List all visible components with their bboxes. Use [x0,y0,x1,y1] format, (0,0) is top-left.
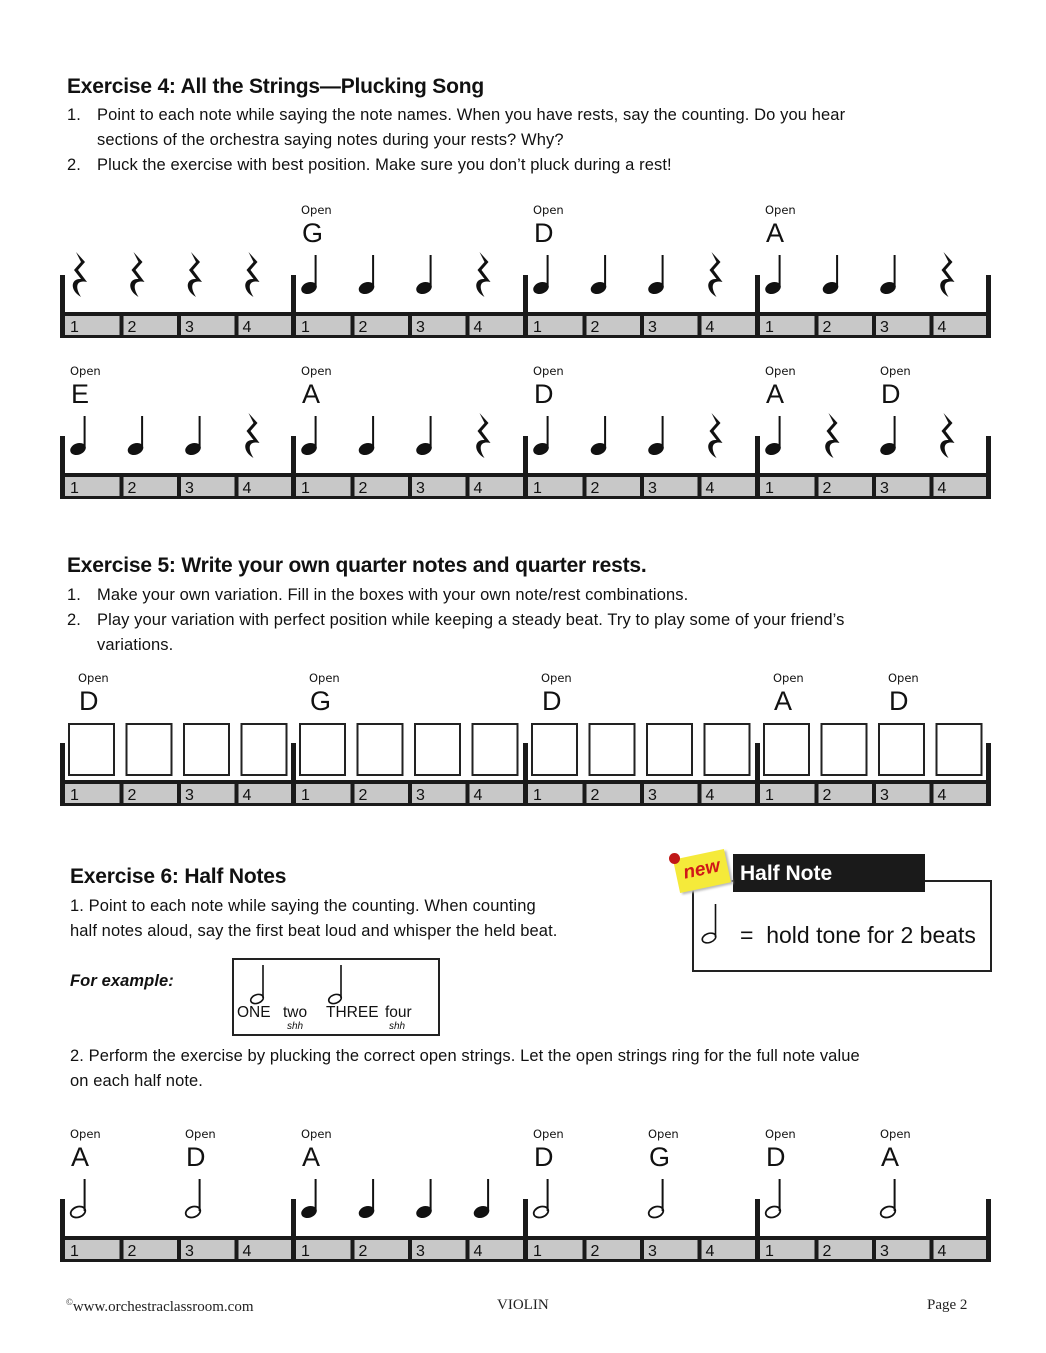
beat-count: 1 [70,1243,79,1260]
half-note-icon [327,965,342,1005]
beat-divider [408,475,412,498]
counting-example-box [232,958,440,1036]
quarter-note-icon [300,416,318,456]
write-in-box [879,724,924,775]
quarter-rest-icon [476,413,490,458]
write-in-box [764,724,809,775]
quarter-rest-icon [940,252,954,297]
beat-divider [640,782,644,805]
half-note-definition [740,922,976,949]
beat-divider [351,314,355,337]
string-letter: A [71,1142,90,1172]
half-note-icon [532,1179,550,1219]
beat-divider [120,314,124,337]
quarter-note-icon [822,255,840,295]
beat-divider [872,782,876,805]
beat-count: 3 [416,787,425,804]
open-label: Open [541,671,572,685]
beat-count: 2 [127,319,137,336]
new-sticky-tag: new [673,849,731,893]
barline [986,1199,991,1262]
quarter-rest-icon [188,252,202,297]
half-note-icon [249,965,264,1005]
beat-count: 4 [937,1243,947,1260]
beat-count: 2 [822,787,832,804]
half-note-icon [647,1179,665,1219]
barline [755,436,760,499]
open-label: Open [533,203,564,217]
string-letter: D [534,1142,554,1172]
half-note-icon [184,1179,202,1219]
beat-count: 1 [533,319,542,336]
beat-divider [583,1238,587,1261]
beat-divider [120,475,124,498]
beat-count: 3 [416,319,425,336]
beat-count: 3 [416,1243,425,1260]
quarter-note-icon [532,416,550,456]
open-label: Open [309,671,340,685]
write-in-box [415,724,460,775]
barline [291,275,296,338]
quarter-rest-icon [476,252,490,297]
beat-divider [235,782,239,805]
write-in-box [127,724,172,775]
beat-count: 1 [301,1243,310,1260]
quarter-note-icon [647,255,665,295]
beat-count: 1 [765,787,774,804]
beat-divider [177,314,181,337]
step-text: 2. Perform the exercise by plucking the correct open strings. Let the open strings ring for the full note value [70,1047,860,1065]
step-text: 1. Point to each note while saying the counting. When counting [70,897,536,915]
write-in-box [822,724,867,775]
count-word: four [385,1004,412,1021]
quarter-rest-icon [708,252,722,297]
open-label: Open [765,364,796,378]
step-text: variations. [97,636,174,654]
count-word: THREE [326,1004,379,1021]
barline [986,275,991,338]
beat-divider [120,1238,124,1261]
half-notes-example [234,960,438,1034]
write-in-box [590,724,635,775]
string-letter: D [534,218,554,248]
beat-divider [583,782,587,805]
beat-count: 1 [301,319,310,336]
quarter-note-icon [879,416,897,456]
step-text: Make your own variation. Fill in the boxes with your own note/rest combinations. [97,586,689,604]
beat-count: 3 [185,319,194,336]
quarter-rest-icon [825,413,839,458]
beat-divider [698,1238,702,1261]
beat-divider [235,314,239,337]
step-text: Pluck the exercise with best position. Make sure you don’t pluck during a rest! [97,156,672,174]
write-in-box [69,724,114,775]
beat-divider [408,782,412,805]
half-note-icon [69,1179,87,1219]
quarter-note-icon [300,1179,318,1219]
beat-divider [640,1238,644,1261]
open-label: Open [765,203,796,217]
beat-count: 2 [358,1243,368,1260]
beat-count: 2 [590,787,600,804]
quarter-rest-icon [708,413,722,458]
step-text: Play your variation with perfect position while keeping a steady beat. Try to play some of your friend’s [97,611,845,629]
write-in-box [184,724,229,775]
beat-count: 3 [648,1243,657,1260]
beat-count: 2 [590,1243,600,1260]
open-label: Open [301,203,332,217]
string-letter: D [186,1142,206,1172]
equals-sign: = [740,922,754,948]
quarter-note-icon [647,416,665,456]
quarter-note-icon [764,416,782,456]
open-label: Open [301,364,332,378]
beat-divider [177,475,181,498]
beat-divider [815,1238,819,1261]
beat-count: 2 [127,480,137,497]
quarter-note-icon [415,1179,433,1219]
beat-count: 4 [937,480,947,497]
website-text: www.orchestraclassroom.com [72,1299,254,1315]
start-barline [60,743,65,806]
beat-count: 3 [648,319,657,336]
start-barline [60,436,65,499]
quarter-rest-icon [245,252,259,297]
string-letter: D [542,686,562,716]
write-in-box [300,724,345,775]
beat-count: 2 [358,319,368,336]
write-in-box [473,724,518,775]
beat-divider [583,314,587,337]
copyright-symbol: © [66,1297,73,1307]
beat-count: 4 [937,787,947,804]
open-label: Open [70,364,101,378]
beat-count: 1 [70,319,79,336]
open-label: Open [301,1127,332,1141]
beat-count: 3 [880,319,889,336]
barline [523,436,528,499]
count-word: two [283,1004,308,1021]
beat-count: 1 [533,1243,542,1260]
beat-count: 1 [301,787,310,804]
quarter-note-icon [127,416,145,456]
beat-count: 1 [765,319,774,336]
write-in-box [937,724,982,775]
beat-divider [698,314,702,337]
step-text: half notes aloud, say the first beat loud and whisper the held beat. [70,922,558,940]
beat-divider [466,782,470,805]
barline [291,1199,296,1262]
start-barline [60,1199,65,1262]
beat-count: 3 [185,787,194,804]
beat-divider [930,475,934,498]
beat-divider [872,314,876,337]
beat-divider [930,1238,934,1261]
beat-count: 3 [416,480,425,497]
beat-divider [698,475,702,498]
quarter-note-icon [473,1179,491,1219]
beat-count: 3 [185,480,194,497]
beat-divider [698,782,702,805]
footer-website [66,1297,253,1316]
quarter-rest-icon [130,252,144,297]
beat-count: 1 [70,480,79,497]
open-label: Open [880,364,911,378]
beat-count: 4 [242,319,252,336]
beat-count: 4 [705,787,715,804]
beat-divider [466,314,470,337]
step-number: 2. [67,611,81,629]
half-note-icon [698,900,728,950]
music-staff-4 [0,1124,1046,1264]
open-label: Open [70,1127,101,1141]
beat-divider [872,1238,876,1261]
open-label: Open [185,1127,216,1141]
half-note-icon [764,1179,782,1219]
quarter-note-icon [532,255,550,295]
beat-count: 4 [242,480,252,497]
barline [523,275,528,338]
barline [523,1199,528,1262]
string-letter: D [534,379,554,409]
beat-count: 1 [70,787,79,804]
quarter-note-icon [415,255,433,295]
quarter-note-icon [879,255,897,295]
quarter-note-icon [69,416,87,456]
barline [291,743,296,806]
barline [755,275,760,338]
beat-count: 4 [937,319,947,336]
beat-count: 3 [648,787,657,804]
music-staff-1 [0,200,1046,340]
string-letter: A [881,1142,900,1172]
footer-instrument: VIOLIN [497,1297,549,1313]
start-barline [60,275,65,338]
string-letter: A [766,218,785,248]
beat-count: 2 [822,480,832,497]
string-letter: G [310,686,332,716]
string-letter: D [881,379,901,409]
beat-divider [872,475,876,498]
step-text: Point to each note while saying the note names. When you have rests, say the counting. Do you hear [97,106,846,124]
beat-count: 2 [358,480,368,497]
half-note-title: Half Note [733,854,925,892]
beat-count: 1 [301,480,310,497]
quarter-note-icon [300,255,318,295]
beat-divider [351,782,355,805]
beat-count: 2 [590,319,600,336]
quarter-note-icon [590,255,608,295]
string-letter: D [889,686,909,716]
whisper-note: shh [389,1021,406,1032]
whisper-note: shh [287,1021,304,1032]
beat-count: 2 [822,319,832,336]
open-label: Open [78,671,109,685]
quarter-note-icon [415,416,433,456]
beat-count: 4 [705,319,715,336]
pushpin-icon [669,853,680,864]
write-in-box [705,724,750,775]
beat-divider [408,314,412,337]
beat-divider [235,1238,239,1261]
beat-divider [930,782,934,805]
beat-divider [640,314,644,337]
beat-divider [583,475,587,498]
open-label: Open [773,671,804,685]
open-label: Open [648,1127,679,1141]
barline [291,436,296,499]
beat-divider [351,1238,355,1261]
beat-divider [408,1238,412,1261]
beat-divider [815,475,819,498]
beat-count: 1 [533,480,542,497]
beat-count: 1 [765,480,774,497]
quarter-note-icon [358,1179,376,1219]
beat-count: 4 [705,480,715,497]
beat-divider [815,314,819,337]
quarter-note-icon [358,255,376,295]
write-in-box [242,724,287,775]
step-number: 1. [67,586,81,604]
beat-count: 3 [185,1243,194,1260]
string-letter: D [79,686,99,716]
barline [755,743,760,806]
barline [755,1199,760,1262]
beat-count: 2 [127,1243,137,1260]
quarter-rest-icon [940,413,954,458]
quarter-note-icon [184,416,202,456]
beat-count: 3 [880,787,889,804]
open-label: Open [533,1127,564,1141]
music-staff-3-writing-boxes [0,668,1046,808]
beat-count: 3 [648,480,657,497]
string-letter: G [649,1142,671,1172]
string-letter: D [766,1142,786,1172]
barline [986,436,991,499]
definition-text: hold tone for 2 beats [766,922,976,948]
barline [523,743,528,806]
music-staff-2 [0,361,1046,501]
string-letter: A [774,686,793,716]
beat-count: 4 [242,787,252,804]
beat-count: 3 [880,1243,889,1260]
beat-count: 2 [127,787,137,804]
barline [986,743,991,806]
step-number: 2. [67,156,81,174]
count-word: ONE [237,1004,271,1021]
beat-count: 2 [358,787,368,804]
open-label: Open [880,1127,911,1141]
beat-divider [120,782,124,805]
quarter-note-icon [358,416,376,456]
beat-count: 4 [705,1243,715,1260]
open-label: Open [765,1127,796,1141]
write-in-box [532,724,577,775]
beat-count: 2 [590,480,600,497]
beat-divider [235,475,239,498]
exercise-6-title: Exercise 6: Half Notes [70,865,287,888]
beat-count: 4 [473,480,483,497]
beat-count: 1 [533,787,542,804]
beat-count: 2 [822,1243,832,1260]
beat-count: 4 [473,787,483,804]
half-note-icon [879,1179,897,1219]
footer-page-number: Page 2 [927,1297,968,1313]
exercise-5-title: Exercise 5: Write your own quarter notes and quarter rests. [67,554,647,577]
quarter-rest-icon [73,252,87,297]
step-number: 1. [67,106,81,124]
open-label: Open [533,364,564,378]
beat-count: 4 [473,319,483,336]
write-in-box [647,724,692,775]
beat-count: 4 [473,1243,483,1260]
quarter-rest-icon [245,413,259,458]
beat-divider [351,475,355,498]
step-text: on each half note. [70,1072,203,1090]
quarter-note-icon [590,416,608,456]
write-in-box [358,724,403,775]
beat-count: 1 [765,1243,774,1260]
string-letter: A [766,379,785,409]
string-letter: G [302,218,324,248]
beat-divider [177,1238,181,1261]
beat-divider [930,314,934,337]
beat-divider [466,1238,470,1261]
string-letter: A [302,1142,321,1172]
beat-divider [640,475,644,498]
beat-divider [177,782,181,805]
step-text: sections of the orchestra saying notes during your rests? Why? [97,131,564,149]
for-example-label: For example: [70,972,174,990]
quarter-note-icon [764,255,782,295]
beat-count: 4 [242,1243,252,1260]
beat-divider [466,475,470,498]
string-letter: A [302,379,321,409]
beat-count: 3 [880,480,889,497]
open-label: Open [888,671,919,685]
exercise-4-title: Exercise 4: All the Strings—Plucking Song [67,75,484,98]
string-letter: E [71,379,90,409]
beat-divider [815,782,819,805]
